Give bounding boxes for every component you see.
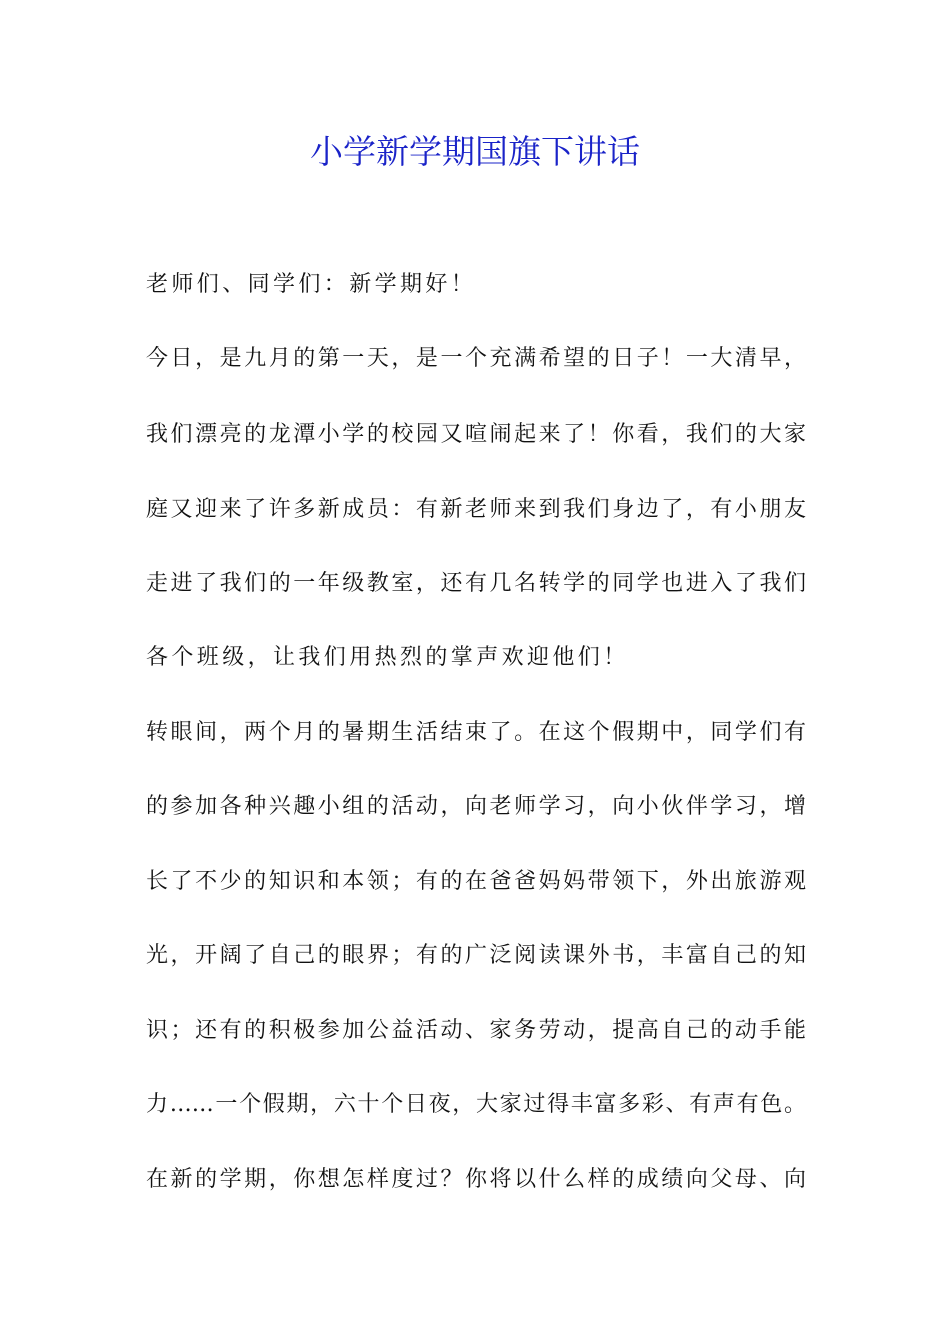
body-line: 我们漂亮的龙潭小学的校园又喧闹起来了！你看，我们的大家 <box>146 422 806 447</box>
body-line: 力……一个假期，六十个日夜，大家过得丰富多彩、有声有色。 <box>146 1092 806 1117</box>
body-line: 的参加各种兴趣小组的活动，向老师学习，向小伙伴学习，增 <box>146 794 806 819</box>
body-line: 光，开阔了自己的眼界；有的广泛阅读课外书，丰富自己的知 <box>146 943 806 968</box>
body-line: 走进了我们的一年级教室，还有几名转学的同学也进入了我们 <box>146 571 806 596</box>
body-line: 转眼间，两个月的暑期生活结束了。在这个假期中，同学们有 <box>146 720 806 745</box>
body-line: 今日，是九月的第一天，是一个充满希望的日子！一大清早， <box>146 346 806 371</box>
body-line: 识；还有的积极参加公益活动、家务劳动，提高自己的动手能 <box>146 1018 806 1043</box>
document-title: 小学新学期国旗下讲话 <box>310 132 640 171</box>
greeting-line: 老师们、同学们：新学期好！ <box>146 272 477 297</box>
body-line: 庭又迎来了许多新成员：有新老师来到我们身边了，有小朋友 <box>146 497 806 522</box>
body-line: 在新的学期，你想怎样度过？你将以什么样的成绩向父母、向 <box>146 1167 806 1192</box>
body-line: 长了不少的知识和本领；有的在爸爸妈妈带领下，外出旅游观 <box>146 869 806 894</box>
body-line: 各个班级，让我们用热烈的掌声欢迎他们！ <box>146 645 629 670</box>
